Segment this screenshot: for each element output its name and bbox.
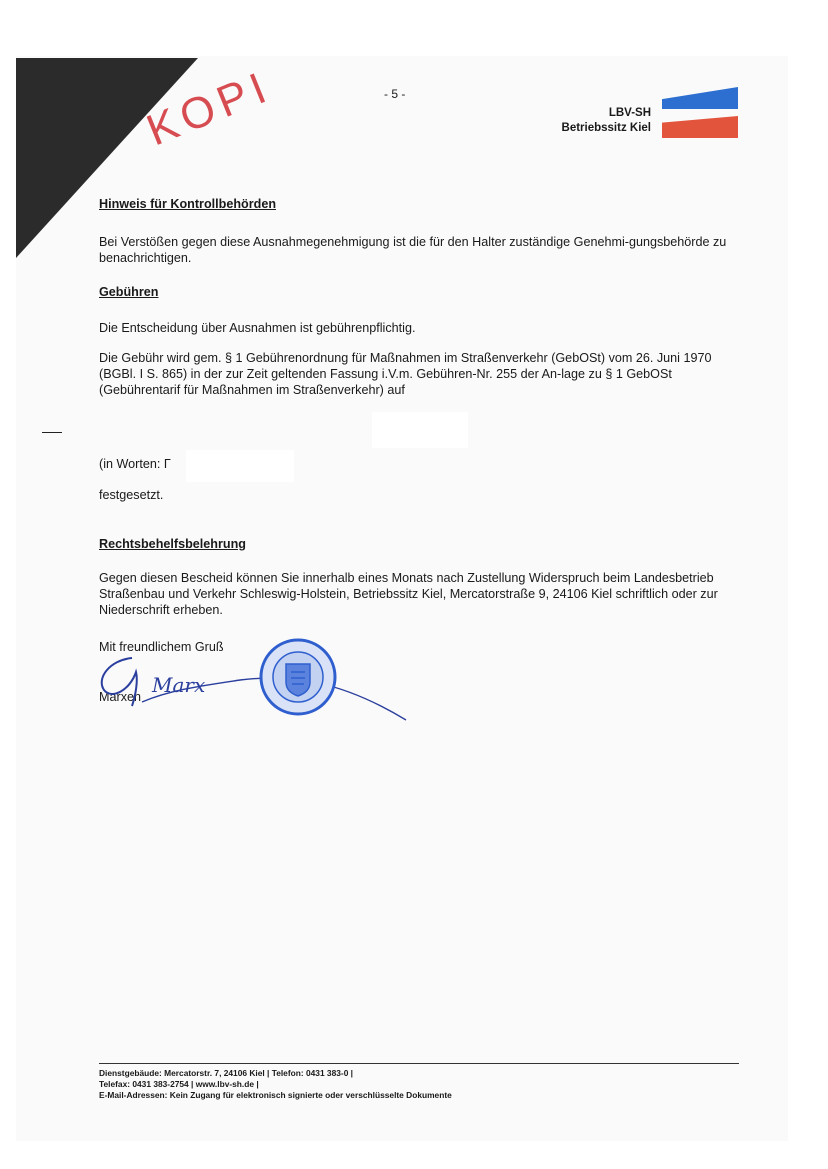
closing-greeting: Mit freundlichem Gruß <box>99 640 224 654</box>
fees-paragraph-2: Die Gebühr wird gem. § 1 Gebührenordnung für Maßnahmen im Straßenverkehr (GebOSt) vom 26. Juni 1970 (BGBl. I S. 865) in der zur Zeit geltenden Fassung i.V.m. Gebühren-Nr. 255 der An-lage zu § 1 GebOSt (Gebührentarif für Maßnahmen im Straßenverkehr) auf <box>99 351 712 397</box>
signature-text: Marx <box>152 673 206 697</box>
fees-fixed: festgesetzt. <box>99 488 164 502</box>
redaction-box <box>372 412 468 448</box>
fees-paragraph-1: Die Entscheidung über Ausnahmen ist gebührenpflichtig. <box>99 321 416 335</box>
heading-legal-remedy: Rechtsbehelfsbelehrung <box>99 537 246 551</box>
control-text: Bei Verstößen gegen diese Ausnahmegenehmigung ist die für den Halter zuständige Genehmi-gungsbehörde zu benachrichtigen. <box>99 235 727 265</box>
org-name: LBV-SH <box>608 107 651 119</box>
legal-text: Gegen diesen Bescheid können Sie innerhalb eines Monats nach Zustellung Widerspruch beim Landesbetrieb Straßenbau und Verkehr Schleswig-Holstein, Betriebssitz Kiel, Mercatorstraße 9, 24106 Kiel schriftlich oder zur Niederschrift erheben. <box>99 571 718 617</box>
scan-corner-shadow <box>16 58 198 258</box>
signer-name: Marxen <box>99 690 141 704</box>
margin-mark <box>42 432 62 433</box>
official-seal-icon <box>258 634 338 720</box>
footer <box>99 1068 452 1101</box>
copy-stamp: KOPI <box>140 61 279 156</box>
page-number: - 5 - <box>384 87 406 101</box>
footer-email-note: E-Mail-Adressen: Kein Zugang für elektronisch signierte oder verschlüsselte Dokumente <box>99 1090 452 1100</box>
heading-fees: Gebühren <box>99 285 159 299</box>
fee-in-words: (in Worten: Γ <box>99 457 171 471</box>
footer-address: Dienstgebäude: Mercatorstr. 7, 24106 Kiel | Telefon: 0431 383-0 | <box>99 1068 354 1078</box>
org-block <box>562 106 651 136</box>
heading-control-authorities: Hinweis für Kontrollbehörden <box>99 197 277 211</box>
org-location: Betriebssitz Kiel <box>561 122 651 134</box>
footer-divider <box>99 1063 739 1064</box>
redaction-box <box>186 450 294 482</box>
footer-fax-web: Telefax: 0431 383-2754 | www.lbv-sh.de | <box>99 1079 259 1089</box>
